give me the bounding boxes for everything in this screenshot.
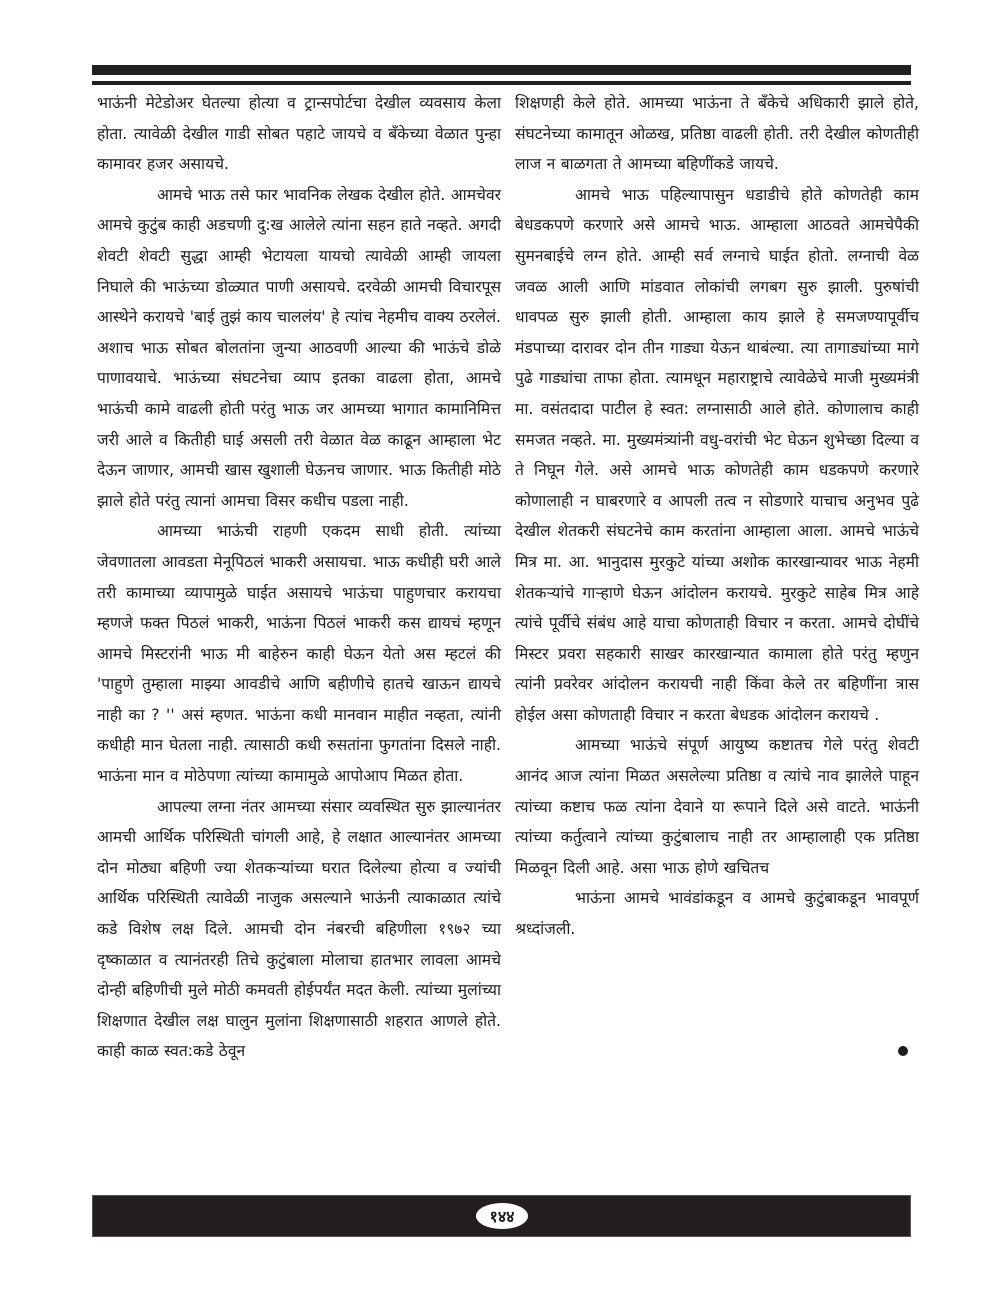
header-rule-thin	[92, 81, 911, 85]
paragraph: आमच्या भाऊंची राहणी एकदम साधी होती. त्यांच्या जेवणातला आवडता मेनूपिठलं भाकरी असायचा. भाऊ कधीही घरी आले तरी कामाच्या व्यापामुळे घाईत असायचे भाऊंचा पाहुणचार करायचा म्हणजे फक्त पिठलं भाकरी, भाऊंना पिठलं भाकरी कस द्यायचं म्हणून आमचे मिस्टरांनी भाऊ मी बाहेरुन काही घेऊन येतो अस म्हटलं की 'पाहुणे तुम्हाला माझ्या आवडीचे आणि बहीणीचे हातचे खाऊन द्यायचे नाही का ? '' असं म्हणत. भाऊंना कधी मानवान माहीत नव्हता, त्यांनी कधीही मान घेतला नाही. त्यासाठी कधी रुसतांना फुगतांना दिसले नाही. भाऊंना मान व मोठेपणा त्यांच्या कामामुळे आपोआप मिळत होता.	[97, 522, 501, 786]
paragraph: आपल्या लग्ना नंतर आमच्या संसार व्यवस्थित सुरु झाल्यानंतर आमची आर्थिक परिस्थिती चांगली आहे, हे लक्षात आल्यानंतर आमच्या दोन मोठ्या बहिणी ज्या शेतकऱ्यांच्या घरात दिलेल्या होत्या व ज्यांची आर्थिक परिस्थिती त्यावेळी नाजुक असल्याने भाऊंनी त्याकाळात त्यांचे कडे विशेष लक्ष दिले. आमची दोन नंबरची बहिणीला १९७२ च्या दृष्काळात व त्यानंतरही तिचे कुटुंबाला मोलाचा हातभार लावला आमचे दोन्ही बहिणीची मुले मोठी कमवती होईपर्यंत मदत केली. त्यांच्या मुलांच्या शिक्षणात देखील लक्ष घालुन मुलांना शिक्षणासाठी शहरात आणले होते. काही काळ स्वत:कडे ठेवून	[97, 797, 501, 1061]
end-marker-bullet-icon	[898, 1046, 908, 1056]
paragraph: आमच्या भाऊंचे संपूर्ण आयुष्य कष्टातच गेले परंतु शेवटी आनंद आज त्यांना मिळत असलेल्या प्रतिष्ठा व त्यांचे नाव झालेले पाहून त्यांच्या कष्टाच फळ त्यांना देवाने या रूपाने दिले असे वाटते. भाऊंनी त्यांच्या कर्तुत्वाने त्यांच्या कुटुंबालाच नाही तर आम्हालाही एक प्रतिष्ठा मिळवून दिली आहे. असा भाऊ होणे खचितच	[515, 736, 919, 877]
paragraph: भाऊंनी मेटेडोअर घेतल्या होत्या व ट्रान्सपोर्टचा देखील व्यवसाय केला होता. त्यावेळी देखील गाडी सोबत पहाटे जायचे व बँकेच्या वेळात पुन्हा कामावर हजर असायचे.	[97, 94, 501, 174]
paragraph: शिक्षणही केले होते. आमच्या भाऊंना ते बँकेचे अधिकारी झाले होते, संघटनेच्या कामातून ओळख, प्रतिष्ठा वाढली होती. तरी देखील कोणतीही लाज न बाळगता ते आमच्या बहिणींकडे जायचे.	[515, 94, 919, 174]
page-number: १४४	[476, 1203, 528, 1229]
paragraph: आमचे भाऊ पहिल्यापासुन धडाडीचे होते कोणतेही काम बेधडकपणे करणारे असे आमचे भाऊ. आम्हाला आठवते आमचेपैकी सुमनबाईचे लग्न होते. आम्ही सर्व लग्नाचे घाईत होतो. लग्नाची वेळ जवळ आली आणि मांडवात लोकांची लगबग सुरु झाली. पुरुषांची धावपळ सुरु झाली होती. आम्हाला काय झाले हे समजण्यापूर्वीच मंडपाच्या दारावर दोन तीन गाड्या येऊन थाबंल्या. त्या तागाड्यांच्या मागे पुढे गाड्यांचा ताफा होता. त्यामधून महाराष्ट्राचे त्यावेळेचे माजी मुख्यमंत्री मा. वसंतदादा पाटील हे स्वत: लग्नासाठी आले होते. कोणालाच काही समजत नव्हते. मा. मुख्यमंत्र्यांनी वधु-वरांची भेट घेऊन शुभेच्छा दिल्या व ते निघून गेले. असे आमचे भाऊ कोणतेही काम धडकपणे करणारे कोणालाही न घाबरणारे व आपली तत्व न सोडणारे याचाच अनुभव पुढे देखील शेतकरी संघटनेचे काम करतांना आम्हाला आला. आमचे भाऊंचे मित्र मा. आ. भानुदास मुरकुटे यांच्या अशोक कारखान्यावर भाऊ नेहमी शेतकऱ्यांचे गाऱ्हाणे घेऊन आंदोलन करायचे. मुरकुटे साहेब मित्र आहे त्यांचे पूर्वीचे संबंध आहे याचा कोणताही विचार न करता. आमचे दोघींचे मिस्टर प्रवरा सहकारी साखर कारखान्यात कामाला होते परंतु म्हणुन त्यांनी प्रवरेवर आंदोलन करायची नाही किंवा केले तर बहिणींना त्रास होईल असा कोणताही विचार न करता बेधडक आंदोलन करायचे .	[515, 185, 919, 724]
paragraph: आमचे भाऊ तसे फार भावनिक लेखक देखील होते. आमचेवर आमचे कुटुंब काही अडचणी दु:ख आलेले त्यांना सहन हाते नव्हते. अगदी शेवटी शेवटी सुद्धा आम्ही भेटायला यायचो त्यावेळी आम्ही जायला निघाले की भाऊंच्या डोळ्यात पाणी असायचे. दरवेळी आमची विचारपूस आस्थेने करायचे 'बाई तुझं काय चाललंय' हे त्यांच नेहमीच वाक्य ठरलेलं. अशाच भाऊ सोबत बोलतांना जुन्या आठवणी आल्या की भाऊंचे डोळे पाणावयाचे. भाऊंच्या संघटनेचा व्याप इतका वाढला होता, आमचे भाऊंची कामे वाढली होती परंतु भाऊ जर आमच्या भागात कामानिमित्त जरी आले व कितीही घाई असली तरी वेळात वेळ काढून आम्हाला भेट देऊन जाणार, आमची खास खुशाली घेऊनच जाणार. भाऊ कितीही मोठे झाले होते परंतु त्यानां आमचा विसर कधीच पडला नाही.	[97, 185, 501, 510]
right-column	[515, 88, 919, 945]
left-column	[97, 88, 501, 1067]
header-rule-thick	[92, 65, 911, 75]
paragraph: भाऊंना आमचे भावंडांकडून व आमचे कुटुंबाकडून भावपूर्ण श्रध्दांजली.	[515, 889, 919, 939]
